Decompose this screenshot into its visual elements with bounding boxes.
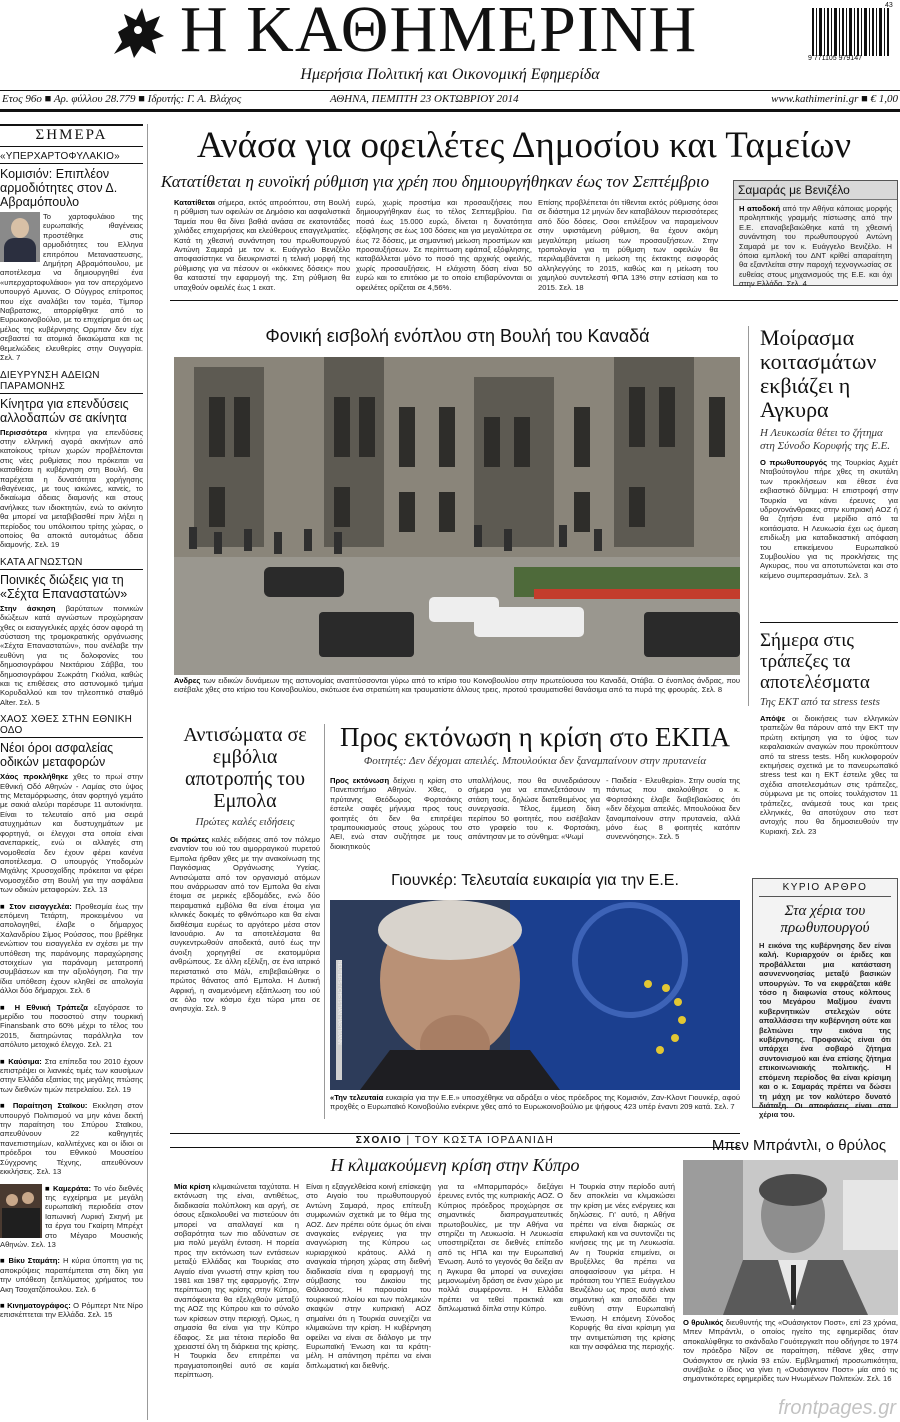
body-text: Απόψε οι διοικήσεις των ελληνικών τραπεζών θα πάρουν από την ΕΚΤ την πρώτη εκτίμηση για το ύψος των κεφαλαιακών αναγκών που προκύπτουν από τα stress tests. Ηδη κυκλοφορούν εκτιμήσεις σχετικά με το πανευρωπαϊκό stress test και η ΕΚΤ έστειλε χθες τα σχέδια αποτελεσμάτων στις τράπεζες, σύμφωνα με τις οποίες τουλάχιστον 11 τράπεζες, ανάμεσά τους και τρεις ελληνικές, θα αποτύχουν στο τεστ αντοχής που θα δημοσιευθούν την Κυριακή. Σελ. 23 xyxy=(760,714,898,836)
commentary-col-4: Η Τουρκία στην περίοδο αυτή δεν αποκλείει να κλιμακώσει την κρίση με νέες ενέργειες και δηλώσεις. Γι' αυτό, η Αθήνα πρέπει να είναι διαρκώς σε επιφυλακή και να συντονίζει τις κινήσεις της με τη Λευκωσία. Αν η Τουρκία επιμείνει, οι Βρυξέλλες θα πρέπει να αποφασίσουν για μέτρα. Η πρόταση του ΥΠΕΞ Ευάγγελου Βενιζέλου ως προς αυτό είναι σημαντική και αποδίδει την ευθύνη στην Ευρωπαϊκή Ένωση. Η επόμενη Σύνοδος Κορυφής θα είναι κρίσιμη για την αντιμετώπιση της κρίσης και την ασφάλεια της περιοχής. xyxy=(570,1182,675,1351)
editorial-text: Η εικόνα της κυβέρνησης δεν είναι καλή. Κυριαρχούν οι έριδες και προβάλλεται μια κατάσταση ασυνεννοησίας μεταξύ βασικών υπουργών. Το να εκφράζεται κάθε τόσο η διαφωνία στους κόλπους του Μεγάρου Μαξίμου έναντι κυβερνητικών στελεχών ούτε απαλλάσσει την κυβέρνηση ούτε και βελτιώνει την εικόνα της κυβέρνησης. Προφανώς είναι ότι υπάρχει ένα σοβαρό ζήτημα συντονισμού και ένα επίσης ζήτημα επικοινωνιακής πολιτικής. Η επόμενη περίοδος θα είναι κρίσιμη και ο κ. Σαμαράς πρέπει να δώσει τη μάχη με τον καλύτερο δυνατό διάταξη. Οι αποφάσεις είναι στα χέρια του. xyxy=(759,941,891,1120)
brief-stamati: ■ Βίκυ Σταμάτη: Η κύρια ύποπτη για τις αποκρύψεις παραπέμπεται στη δίκη για την υπόθεση ξεπλύματος χρήματος του Ακη Τσοχατζόπουλου. Σελ. 6 xyxy=(0,1256,143,1294)
brief-resignation: ■ Παραίτηση Σταϊκου: Εκκληση στον υπουργό Πολιτισμού να μην κάνει δεκτή την παραίτηση του Σπύρου Σταϊκου, απευθύνουν 22 καθηγητές πανεπιστημίων, καλλιτέχνες και οι ίδιοι οι πρόεδροι του Εθνικού Μουσείου Σύγχρονης Τέχνης, απευθύνουν εκκλήσεις. Σελ. 13 xyxy=(0,1101,143,1177)
samaras-venizelos-box xyxy=(733,180,898,289)
ekpa-col-3: - Παιδεία - Ελευθερία». Στην ουσία της πάντως που ακολούθησε ο κ. Φορτσάκης έλαβε διαβεβαιώσεις ότι «δεν δέχομαι απειλές. Μπουλούκια δεν ξαναμπαίνουν στην πρυτανεία, αλλά μόνο έως 8 φοιτητές κατόπιν συνεννόησης». Σελ. 5 xyxy=(606,776,740,842)
editorial-label: ΚΥΡΙΟ ΑΡΘΡΟ xyxy=(759,879,891,897)
info-bar xyxy=(0,92,900,108)
headline: Κίνητρα για επενδύσεις αλλοδαπών σε ακίνητα xyxy=(0,396,129,425)
section-rule xyxy=(170,300,898,301)
bradlee-text: Ο θρυλικός διευθυντής της «Ουάσιγκτον Ποστ», επί 23 χρόνια, Μπεν Μπράντλι, ο οποίος ηγείτο της εφημερίδας όταν αποκαλύφθηκε το σκάνδαλο Γουότεργκεϊτ που οδήγησε το 1974 τον πρόεδρο Νίξον σε παραίτηση, πέθανε χθες στην Ουάσιγκτον σε ηλικία 93 ετών. Εμβληματική προσωπικότητα, συνέβαλε ο ίδιος να γίνει η «Ουάσιγκτον Ποστ» μία από τις σημαντικότερες εφημερίδες των Ηνωμένων Πολιτειών. Σελ. 16 xyxy=(683,1318,898,1384)
brief-fuel: ■ Καύσιμα: Στα επίπεδα του 2010 έχουν επιστρέψει οι λιανικές τιμές των καυσίμων στην Ελλάδα εξαιτίας της μεγάλης πτώσης των διεθνών τιμών πετρελαίου. Σελ. 19 xyxy=(0,1056,143,1094)
headline: Σήμερα στις τράπεζες τα αποτελέσματα xyxy=(760,630,870,693)
camerata-photo xyxy=(0,1184,42,1238)
photo-credit: REUTERS / CHRISTIAN HARTMANN xyxy=(336,960,342,1045)
ekpa-deck: Φοιτητές: Δεν δέχομαι απειλές. Μπουλούκια δεν ξαναμπαίνουν στην πρυτανεία xyxy=(363,755,707,767)
headline: Κομισιόν: Επιπλέον αρμοδιότητες στον Δ. Αβραμόπουλο xyxy=(0,167,118,209)
bradlee-headline: Μπεν Μπράντλι, ο θρύλος xyxy=(711,1137,887,1154)
box-text: Η αποδοκή από την Αθήνα κάποιας μορφής προληπτικής γραμμής πίστωσης από την Ε.Ε. επαναβεβαιώθηκε κατά τη χθεσινή συνάντηση του πρωθυπουργού Αντώνη Σαμαρά με τον κ. Ευάγγελο Βενιζέλο. Η όποια εμπλοκή του ΔΝΤ κρίθεί απαραίτητη θα εξαντλείται στην παροχή τεχνογνωσίας σε ευθείας στους μηχανισμούς της Ε.Ε. και όχι στην Ελλάδα. Σελ. 4 xyxy=(739,204,892,289)
body-text: Στην άσκηση βαρύτατων ποινικών διώξεων κατά αγνώστων προχώρησαν χθες οι εισαγγελικές αρχές όσον αφορά τη σύσταση της τρομοκρατικής οργάνωσης «Σέχτα Επαναστατών», που ανέλαβε την ευθύνη για τις δολοφονίες του δημοσιογράφου Νεκτάριου Σάββα, του δημοσιογράφου Σωκράτη Γκιόλια, καθώς και τις επιθέσεις στο αστυνομικό τμήμα Κορυδαλλού και τον τηλεοπτικό σταθμό Alter. Σελ. 5 xyxy=(0,603,143,707)
ekpa-col-1: Προς εκτόνωση δείχνει η κρίση στο Πανεπιστήμιο Αθηνών. Χθες, ο πρύτανης Θεόδωρος Φορτσάκης έστειλε σαφές μήνυμα προς τους φοιτητές ότι δεν θα επιτρέψει τραμπουκισμούς στους χώρους του ΑΕΙ, ενώ σταν συζήτησε με τους διοικητικούς xyxy=(330,776,462,851)
masthead-rule-top xyxy=(0,90,900,91)
body-text: Ο πρωθυπουργός της Τουρκίας Αχμέτ Νταβούτογλου πήρε χθες τη σκυτάλη των προκλήσεων και έθεσε ένα εκβιαστικό δίλημμα: Η επιστροφή στην Τουρκία να κάνει έρευνες για υδρογονάνθρακες στην κυπριακή ΑΟΖ ή θα ζητήσει ένα μερίδιο από τα κοιτάσματα. Η Λευκωσία έχει ως άμεση επιδίωξη μια καταδικαστική απόφαση του επικείμενου Ευρωπαϊκού Συμβουλίου για τις προκλήσεις της Αγκυρας, που να αποτυπώνεται και στο κείμενο συμπερασμάτων. Σελ. 3 xyxy=(760,458,898,580)
separator: | xyxy=(406,1135,411,1146)
brief-national-bank: ■ Η Εθνική Τράπεζα εξαγόρασε το μερίδιο του ποσοστού στην τουρκική Finansbank στο 60% μέχρι το τέλος του 2015, διατηρώντας παράλληλα τον απόλυτο μετοχικό έλεγχο. Σελ. 21 xyxy=(0,1002,143,1050)
editorial-headline: Στα χέρια του πρωθυπουργού xyxy=(780,903,870,936)
juncker-headline: Γιουνκέρ: Τελευταία ευκαιρία για την Ε.Ε. xyxy=(391,872,679,889)
canada-headline: Φονική εισβολή ενόπλου στη Βουλή του Καναδά xyxy=(265,326,650,346)
paper-subtitle: Ημερήσια Πολιτική και Οικονομική Εφημερίδα xyxy=(300,66,600,83)
canada-parliament-photo xyxy=(174,357,740,675)
lead-headline: Ανάσα για οφειλέτες Δημοσίου και Ταμείων xyxy=(196,125,852,166)
body-text: Οι πρώτες καλές ειδήσεις από τον πόλεμο εναντίον του ιού του αιμορραγικού πυρετού Εμπολα ήρθαν χθες με την ανακοίνωση της Παγκόσμιας Οργάνωσης Υγείας. Αντισώματα από τον οργανισμό ατόμων που ανάρρωσαν από τον Εμπολα θα είναι έτοιμα σε μερικές εβδομάδες, ενώ δύο πειραματικά εμβόλια θα είναι έτοιμα για κλινικές δοκιμές το φθινόπωρο και θα είναι διαθέσιμα ευρέως το αργότερο μέσα στον Ιανουάριο. Αν τα αποτελέσματα θα συγκεντρωθούν αποδεκτά, αυτό έως την άνοιξη χορηγηθεί σε εκατομμύρια ανθρώπους. Σε άλλη εξέλιξη, σε ένα ιατρικό περιστατικό στο Μάλι, επιβεβαιώθηκε ο πρώτος θάνατος από Εμπολα. Η Δυτική Αφρική, η αναμενόμενη εξάπλωση του ιού σε όλο τον κόσμο έχει τώρα μπει σε ανησυχία. Σελ. 9 xyxy=(170,835,320,1014)
body-text: ■ Καμεράτα: Το νέο διεθνές της εγχείρημα με μεγάλη ευρωπαϊκή περιοδεία στον Ιαπωνική Λυρική Σκηνή με τα έργα του Γκαίρτη Μπρέχτ στο Μέγαρο Μουσικής Αθηνών. Σελ. 13 xyxy=(0,1183,143,1249)
brief-cinema: ■ Κινηματογράφος: Ο Ρόμπερτ Ντε Νίρο επισκέπτεται την Ελλάδα. Σελ. 15 xyxy=(0,1300,143,1320)
kicker: ΔΙΕΥΡΥΝΣΗ ΑΔΕΙΩΝ ΠΑΡΑΜΟΝΗΣ xyxy=(0,370,143,394)
commentary-author: ΤΟΥ ΚΩΣΤΑ ΙΟΡΔΑΝΙΔΗ xyxy=(414,1135,555,1146)
issue-date: ΑΘΗΝΑ, ΠΕΜΠΤΗ 23 ΟΚΤΩΒΡΙΟΥ 2014 xyxy=(330,93,519,105)
right-divider xyxy=(748,326,749,706)
column-divider xyxy=(147,124,148,1420)
kicker: ΧΑΟΣ ΧΘΕΣ ΣΤΗΝ ΕΘΝΙΚΗ ΟΔΟ xyxy=(0,714,143,738)
headline: Νέοι όροι ασφαλείας οδικών μεταφορών xyxy=(0,741,114,770)
brief-prosecutor: ■ Στον εισαγγελέα: Προθεσμία έως την επόμενη Τετάρτη, προκειμένου να απολογηθεί, έλαβε ο δήμαρχος Χαλανδρίου Σίμος Ρούσσος, που βρέθηκε ενώπιον του εισαγγελέα εν σχέσει με την υπόθεση της παράνομης παραχώρησης στοιχείων για παράνομη μετατροπή συμβάσεων και την αξιολόγηση. Για την ίδια υπόθεση έχουν κληθεί σε απολογία άλλοι δύο δήμαρχοι. Σελ. 6 xyxy=(0,901,143,996)
commentary-headline: Η κλιμακούμενη κρίση στην Κύπρο xyxy=(330,1155,580,1175)
left-story-sect xyxy=(0,557,143,707)
deck: Πρώτες καλές ειδήσεις xyxy=(195,816,295,828)
commentary-col-1: Μία κρίση κλιμακώνεται ταχύτατα. Η εκτόνωση της είναι, αντιθέτως, διαδικασία πολύπλοκη και αργή, σε όσους εξακολουθεί να πιστεύουν ότι μπορεί να απαλλαγεί και η σοβαρότητα των πιο αδύνατων σε μια πολύ μεγάλη ένταση. Η πορεία προς την εκτόνωση των εντάσεων μεταξύ Ελλάδας και Τουρκίας στο Αιγαίο είναι γνωστή στην κρίση του 1981 και 1987 της εφαρμογής. Στην περίπτωση της κρίσης στην Κύπρο, αναπόφευκτα θα εξελιχθούν μεταξύ της ΑΟΖ της Κύπρου και το σύνολο των κρίσεων στην περιοχή. Ομως, η σημασία θα είναι για την Κύπρο έδαφος. Σε μια τέτοια περίοδο θα χρειαστεί όλη τη διάρκεια της κρίσης. Η Τουρκία δεν επιτρέπει να πραγματοποιηθεί αυτό σε καμία περίπτωση. xyxy=(174,1182,299,1380)
canada-caption: Ανδρες των ειδικών δυνάμεων της αστυνομίας αναπτύσσονται γύρω από το κτίριο του Κοινοβουλίου στην πρωτεύουσα του Καναδά, Οτάβα. Ο ένοπλος άνδρας, που εισέβαλε χθες στο κτίριο του Κοινοβουλίου, σκότωσε ένα στρατιώτη και τραυματίστε άλλους τρεις, προτού τραυματισθεί θανάσιμα από τα πυρά της φρουράς. Σελ. 8 xyxy=(174,676,740,695)
kicker: «ΥΠΕΡΧΑΡΤΟΦΥΛΑΚΙΟ» xyxy=(0,151,143,164)
website-price: www.kathimerini.gr ■ € 1,00 xyxy=(771,93,898,105)
rule xyxy=(760,622,898,623)
headline: Αντισώματα σε εμβόλια αποτροπής του Εμπολα xyxy=(183,724,307,812)
turkey-story xyxy=(760,326,898,580)
lead-subhead: Κατατίθεται η ευνοϊκή ρύθμιση για χρέη που δημιουργήθηκαν έως τον Σεπτέμβριο xyxy=(160,172,710,191)
body-text: Το χαρτοφυλάκιο της ευρωπαϊκής ιθαγένειας προστέθηκε στις αρμοδιότητες του Ελληνα επιτρόπου Μεταναστευσης, Δημήτρη Αβραμόπουλου, με αποτέλεσμα να δημιουργηθεί ένα «υπερχαρτοφυλάκιο» για τον απερχόμενο υπουργό Αμυνας. Ο Ούγγρος επίτροπος που είχε αναλάβει τον τομέα, Τίμπορ Ναβρατσικς, απορρίφθηκε από το Ευρωκοινοβούλιο, με το επιχείρημα ότι ως μέλος της κυβέρνησης Ορμπαν δεν είχε σεβαστεί τα ατομικά δικαιώματα και τις θεμελιώδεις ελευθερίες στην Ουγγαρία. Σελ. 7 xyxy=(0,212,143,363)
deck: Η Λευκωσία θέτει το ζήτημα στη Σύνοδο Κορυφής της Ε.Ε. xyxy=(760,427,891,452)
issue-info: Ετος 96ο ■ Αρ. φύλλου 28.779 ■ Ιδρυτής: Γ. Α. Βλάχος xyxy=(2,93,242,105)
brief-camerata xyxy=(0,1184,143,1250)
ekpa-col-2: υπαλλήλους, που θα συνεδριάσουν σήμερα για να επανεξετάσουν τη στάση τους, δηλώσε διατεθειμένος για συνεργασία. Τέλος, έμμεση δίκη περίπου 50 φοιτητές, που εισέβαλαν στο γραφείο του κ. Φορτσάκη, απάντησαν με το σύνθημα: «Ψωμί xyxy=(468,776,600,842)
editorial-box xyxy=(752,878,898,1120)
kicker: ΚΑΤΑ ΑΓΝΩΣΤΩΝ xyxy=(0,557,143,570)
avramopoulos-photo xyxy=(0,212,40,262)
lead-col-3: Επίσης προβλέπεται ότι τίθενται εκτός ρύθμισης όσοι σε διάστημα 12 μηνών δεν καταβάλουν περισσότερες από δύο δόσεις. Οσοι επιλέξουν να παραμείνουν στην υφιστάμενη ρύθμιση, θα έχουν ακόμη μεγαλύτερη μείωση των προσαυξήσεων. Στην τροπολογία για τη ρύθμιση των οφειλών θα περιλαμβάνεται η μείωση της έκτακτης εισφοράς αλληλεγγύης το 2015, καθώς και η μείωση του χαμηλού συντελεστή ΦΠΑ 13% στην εστίαση και το 2015. Σελ. 18 xyxy=(538,198,718,292)
today-label: ΣΗΜΕΡΑ xyxy=(0,124,143,147)
paper-title: Η ΚΑΘΗΜΕΡΙΝΗ xyxy=(180,0,698,66)
lead-col-2: ευρώ, χωρίς προστίμα και προσαυξήσεις που δημιουργήθηκαν έως το τέλος Σεπτεμβρίου. Για ποσά έως 15.000 ευρώ, δίνεται η δυνατότητα εξόφλησης σε έως 100 δόσεις και για μεγαλύτερα σε έως 72 δόσεις, με σημαντική μείωση προστίμων και προσαυξήσεων. Σε περίπτωση εφάπαξ εξόφλησης, καταβάλλεται μόνο το ποσό της αρχικής οφειλής, χωρίς προσαυξήσεις. Η ελάχιστη δόση είναι 50 ευρώ και το επιτόκιο με το οποίο επιβαρύνονται οι οφειλέτες ορίζεται σε 4,56%. xyxy=(356,198,532,292)
issue-code: 43 xyxy=(885,2,893,9)
body-text: Χάος προκλήθηκε χθες το πρωί στην Εθνική Οδό Αθηνών - Λαμίας στο ύψος της Μεταμόρφωσης, όταν φορτηγό γεμάτο με σακιά αλεύρι παρέσυρε 11 αυτοκίνητα. Είναι το τελευταίο από μια σειρά ατυχημάτων και δυστυχημάτων με φορτηγά, οι έλεγχοι στα οποία είναι ανεπαρκείς, ενώ οι αλλαγές στη νομοθεσία δεν έχουν φέρει κανένα αποτέλεσμα. Ο υπουργός Υποδομών Μιχάλης Χρυσοχοΐδης πρόκειται να φέρει νομοσχέδιο στη Βουλή για την ασφάλεια των οδικών μεταφορών. Σελ. 13 xyxy=(0,772,143,895)
deck: Της ΕΚΤ από τα stress tests xyxy=(760,696,880,708)
left-story-investment xyxy=(0,370,143,550)
body-text: Περισσότερα κίνητρα για επενδύσεις στην ελληνική αγορά ακινήτων από κατοίκους τρίτων χωρών προβλέπονται στις νέες ρυθμίσεις που πρόκειται να καταθέσει η κυβέρνηση στη Βουλή. Θα παρέχεται η δυνατότητα χορήγησης ιθαγένειας, με τους ιακώνες, κανείς, το δικαίωμα άδειας διαμονής και στους ανήλικες των ιδιοκτητών, ενώ το ακίνητο θα μπορεί να μεταβιβασθεί πριν λήξει η περίοδος του υπόλοιπου τρίτης χώρας, ο οποίος θα αποκτά αυτομάτως άδεια διαμονής. Σελ. 19 xyxy=(0,427,143,550)
barcode-icon xyxy=(810,2,895,62)
commentary-label: ΣΧΟΛΙΟ xyxy=(355,1135,403,1146)
box-title: Σαμαράς με Βενιζέλο xyxy=(734,181,897,200)
barcode-number: 9 771105 979147 xyxy=(808,55,862,62)
masthead-rule-bottom xyxy=(0,109,900,112)
left-story-commission xyxy=(0,151,143,363)
commentary-bar xyxy=(170,1133,740,1148)
column-divider xyxy=(324,724,325,1119)
ebola-story xyxy=(170,724,320,1014)
watermark: frontpages.gr xyxy=(778,1397,896,1419)
commentary-col-3: για τα «Μπαρμπαρός» διεξάγει έρευνες εντός της κυπριακής ΑΟΖ. Ο Κύπριος πρόεδρος προχώρησε σε σημαντικές διαπραγματευτικές πρωτοβουλίες, με την Αθήνα να στηρίζει τη Λευκωσία. Η Λευκωσία υποστηρίζεται σε διεθνές επίπεδο από τις ΗΠΑ και την Ευρωπαϊκή Ένωση. Αυτό το γεγονός θα δείξει αν η Άγκυρα θα μπορεί να συνεχίσει μεμονωμένη δράση σε έναν χώρο με πολλά συμφέροντα. Η Ελλάδα πρέπει να τεθεί πρακτικά και διπλωματικά δίπλα στην Κύπρο. xyxy=(438,1182,563,1314)
left-story-road xyxy=(0,714,143,894)
ekpa-headline: Προς εκτόνωση η κρίση στο ΕΚΠΑ xyxy=(340,722,730,752)
headline: Ποινικές διώξεις για τη «Σέχτα Επαναστατών» xyxy=(0,572,128,601)
left-column xyxy=(0,124,143,1422)
headline: Μοίρασμα κοιτασμάτων εκβιάζει η Αγκυρα xyxy=(760,325,877,422)
juncker-caption: «Την τελευταία ευκαιρία για την Ε.Ε.» υποσχέθηκε να αδράξει ο νέος πρόεδρος της Κομισιόν, Ζαν-Κλοντ Γιουνκέρ, αφού προχθές ο Ευρωπαϊκό Κοινοβούλιο ενέκρινε χθες από το Ευρωκοινοβούλιο με ψήφους 423 υπέρ έναντι 209 κατά. Σελ. 7 xyxy=(330,1093,740,1112)
banks-story xyxy=(760,630,898,836)
lead-col-1: Κατατίθεται σήμερα, εκτός απροόπτου, στη Βουλή η ρύθμιση των οφειλών σε Δημόσιο και ασφαλιστικά Ταμεία που θα δίνει βαθιά ανάσα σε εκατοντάδες χιλιάδες επιχειρήσεις και ελεύθερους επαγγελματίες. Κατά τη χθεσινή συνάντηση του πρωθυπουργού Αντώνη Σαμαρά με τον κ. Ευάγγελο Βενιζέλο αποφασίστηκε να διευκρινιστεί η τελική μορφή της ρύθμισης για να πέσουν οι «κόκκινες δόσεις» που θα καταστεί την εφαρμογή της. Στη ρύθμιση θα υπαχθούν οφειλές έως 1 εκατ. xyxy=(174,198,350,292)
juncker-photo xyxy=(330,900,740,1090)
commentary-col-2: Είναι η εξαγγελθείσα κοινή επίσκεψη στο Αιγαίο του πρωθυπουργού Αντώνη Σαμαρά, προς επίτευξη συμφωνιών σχετικά με το θέμα της ΑΟΖ. Δεν πρέπει ούτε όμως ότι είναι αναγκαίες ενέργειες για την αναγνώριση της Κύπρου ως κυριαρχικού κράτους. Αλλά η αναγκαία τήρηση χώρας στη διεθνή διαδικασία είναι η εφαρμογή της σύμβασης του Δικαίου της Θάλασσας. Η παρουσία του τουρκικού πλοίου και των πολεμικών σκαφών στην κυπριακή ΑΟΖ σημαίνει ότι η Τουρκία συνεχίζει να κλιμακώνει την κρίση. Η κυβέρνηση οφείλει να είναι σε διάλογο με την Ευρωπαϊκή Ένωση και τα κράτη-μέλη. Η απάντηση πρέπει να είναι διπλωματική και διεθνής. xyxy=(306,1182,431,1370)
owl-logo-icon xyxy=(108,2,170,62)
bradlee-photo xyxy=(683,1160,898,1315)
